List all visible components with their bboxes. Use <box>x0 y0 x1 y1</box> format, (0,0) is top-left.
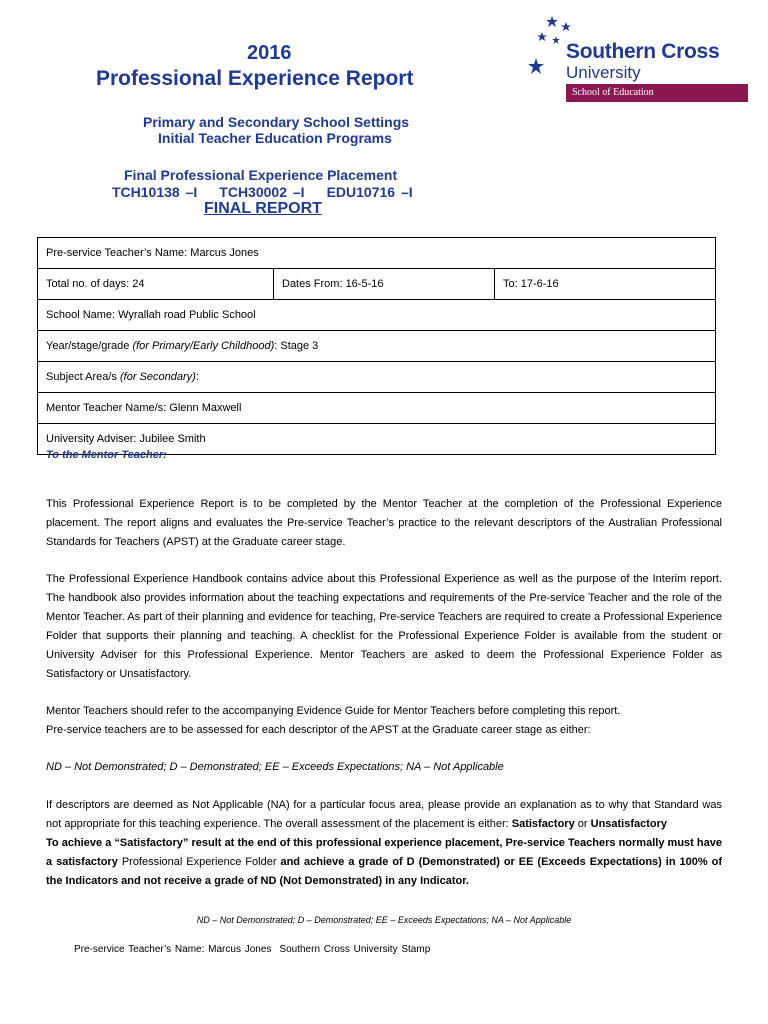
year-stage-value: : Stage 3 <box>274 340 319 352</box>
na-explanation <box>46 796 722 834</box>
requirement-text-c: and achieve a grade of D (Demonstrated) or EE (Exceeds Expectations) in 100% of the Indicators and not receive a grade of ND (Not Demonstrated) in any Indicator. <box>46 856 723 887</box>
mentor-heading: To the Mentor Teacher: <box>46 449 167 461</box>
paragraph-assessment <box>46 796 722 891</box>
dates-from-cell: Dates From: 16-5-16 <box>274 269 495 300</box>
university-logo <box>528 14 750 106</box>
dates-to-cell: To: 17-6-16 <box>495 269 716 300</box>
unit-codes <box>112 184 435 200</box>
requirement-text-a: To achieve a “Satisfactory” result at the end of this professional experience placement, Pre-service Teachers normally must have a satisfactory <box>46 837 722 868</box>
table-row <box>38 238 716 269</box>
subtitle-settings: Primary and Secondary School Settings <box>143 114 410 130</box>
grade-legend-footer: ND – Not Demonstrated; D – Demonstrated; EE – Exceeds Expectations; NA – Not Applicable <box>196 915 572 925</box>
total-days-cell: Total no. of days: 24 <box>38 269 274 300</box>
assessment-line: Pre-service teachers are to be assessed for each descriptor of the APST at the Graduate career stage as either: <box>46 724 591 736</box>
page-footer <box>74 944 438 955</box>
evidence-guide-line: Mentor Teachers should refer to the accompanying Evidence Guide for Mentor Teachers before completing this report. <box>46 705 621 717</box>
year-stage-label: Year/stage/grade <box>46 340 133 352</box>
year-stage-note: (for Primary/Early Childhood) <box>132 340 275 352</box>
table-row <box>38 300 716 331</box>
subject-area-label: Subject Area/s <box>46 371 120 383</box>
table-row <box>38 269 716 300</box>
na-explanation-text: If descriptors are deemed as Not Applicable (NA) for a particular focus area, please provide an explanation as to why that Standard was not appropriate for this teaching experience. The overall assessment of the placement is either: <box>46 799 722 830</box>
table-row <box>38 362 716 393</box>
unit-code: TCH30002 –I <box>219 184 305 200</box>
placement-title: Final Professional Experience Placement <box>124 167 398 183</box>
grade-legend-line: ND – Not Demonstrated; D – Demonstrated; EE – Exceeds Expectations; NA – Not Applicable <box>46 761 504 773</box>
satisfactory-requirement <box>46 834 722 891</box>
paragraph-evidence-guide <box>46 702 722 740</box>
page-title: Professional Experience Report <box>96 67 414 90</box>
teacher-name-cell: Pre-service Teacher’s Name: Marcus Jones <box>38 238 716 269</box>
table-row <box>38 331 716 362</box>
paragraph-handbook: The Professional Experience Handbook contains advice about this Professional Experience as well as the purpose of the Interim report. The handbook also provides information about the teaching expectations and requirements of the Pre-service Teacher and the role of the Mentor Teacher. As part of their planning and evidence for teaching, Pre-service Teachers are required to create a Professional Experience Folder that supports their planning and teaching. A checklist for the Professional Experience Folder is available from the student or University Adviser for this Professional Experience. Mentor Teachers are asked to deem the Professional Experience Folder as Satisfactory or Unsatisfactory. <box>46 573 722 680</box>
logo-line1: Southern Cross <box>566 40 720 63</box>
satisfactory-term: Satisfactory <box>511 818 575 830</box>
report-year: 2016 <box>247 42 292 64</box>
subject-area-value: : <box>195 371 199 383</box>
table-row <box>38 393 716 424</box>
footer-stamp-label: Southern Cross University Stamp <box>279 944 431 955</box>
footer-teacher-name: Pre-service Teacher’s Name: Marcus Jones <box>74 944 272 955</box>
logo-line2: University <box>566 63 641 82</box>
report-type: FINAL REPORT <box>204 200 322 217</box>
unit-code: TCH10138 –I <box>112 184 198 200</box>
subject-area-note: (for Secondary) <box>120 371 196 383</box>
subject-area-cell <box>38 362 716 393</box>
year-stage-cell <box>38 331 716 362</box>
paragraph-purpose: This Professional Experience Report is to be completed by the Mentor Teacher at the completion of the Professional Experience placement. The report aligns and evaluates the Pre-service Teacher’s practice to the relevant descriptors of the Australian Professional Standards for Teachers (APST) at the Graduate career stage. <box>46 498 722 548</box>
or-text: or <box>574 818 591 830</box>
adviser-cell: University Adviser: Jubilee Smith <box>38 424 716 455</box>
unit-code: EDU10716 –I <box>326 184 413 200</box>
subtitle-programs: Initial Teacher Education Programs <box>158 130 392 146</box>
logo-band: School of Education <box>566 84 748 102</box>
mentor-name-cell: Mentor Teacher Name/s: Glenn Maxwell <box>38 393 716 424</box>
school-name-cell: School Name: Wyrallah road Public School <box>38 300 716 331</box>
placement-info-table <box>37 237 716 455</box>
requirement-folder: Professional Experience Folder <box>121 856 277 868</box>
unsatisfactory-term: Unsatisfactory <box>590 818 668 830</box>
